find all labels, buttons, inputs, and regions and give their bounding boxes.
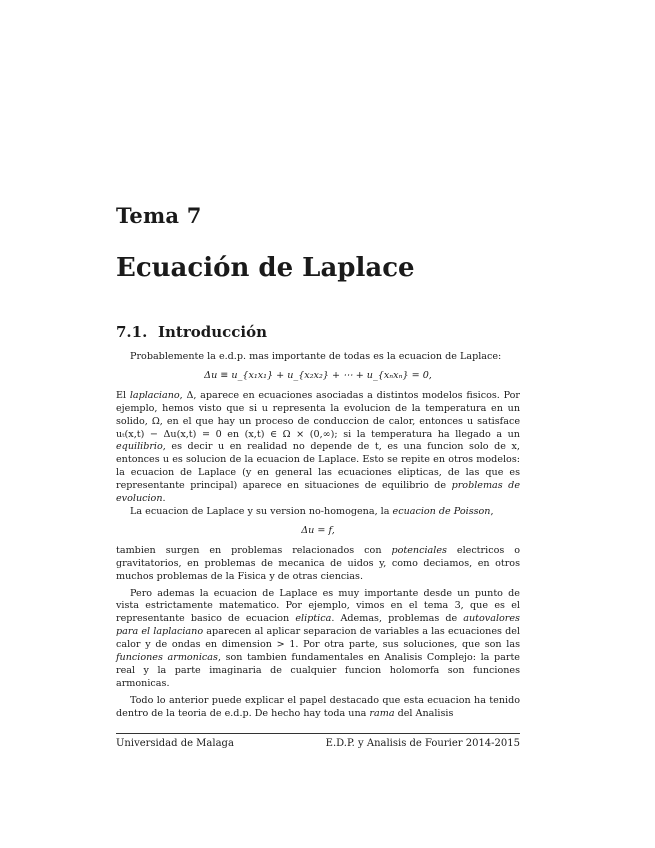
section-title: Introducción [158, 323, 268, 341]
chapter-label: Tema 7 [116, 203, 202, 228]
footer-divider [116, 733, 520, 734]
p4-em-potenciales: potenciales [391, 544, 447, 556]
section-heading [116, 323, 267, 341]
p3-text-b: , [490, 505, 494, 517]
p2-text-c: , es decir u en realidad no depende de t, es una funcion solo de x, entonces u es solucion de la ecuacion de Laplace. Esto se repite en otros modelos: la ecuacion de Laplace (y en general las ecuaciones elipticas, de las que es representante principal) aparece en situaciones de equilibrio de [116, 441, 520, 492]
p6-text-b: del Analisis [394, 707, 454, 719]
p2-em-problemas: problemas de evolucion [116, 480, 520, 505]
p2-em-laplaciano: laplaciano [129, 389, 180, 401]
p5-em-armonicas: funciones armonicas [116, 652, 218, 664]
section-number: 7.1. [116, 323, 148, 341]
p2-text-a: El [116, 389, 130, 401]
paragraph-3 [116, 506, 520, 519]
p5-text-c: aparecen al aplicar separacion de variables a las ecuaciones del calor y de ondas en dimension > 1. Por otra parte, sus soluciones, que son las [116, 626, 520, 651]
chapter-title: Ecuación de Laplace [116, 253, 415, 283]
p4-text-b: electricos o gravitatorios, en problemas de mecanica de uidos y, como deciamos, en otros muchos problemas de la Fisica y de otras ciencias. [116, 544, 520, 582]
body-text [116, 351, 520, 721]
p2-text-b: , Δ, aparece en ecuaciones asociadas a distintos modelos fisicos. Por ejemplo, hemos visto que si u representa la evolucion de la temperatura en un solido, Ω, en el que hay un proceso de conduccion de calor, entonces u satisface uₜ(x,t) − Δu(x,t) = 0 en (x,t) ∈ Ω × (0,∞); si la temperatura ha llegado a un [116, 389, 520, 440]
equation-laplace: Δu ≡ u_{x₁x₁} + u_{x₂x₂} + ⋯ + u_{xₙxₙ} = 0, [204, 369, 432, 381]
p5-text-b: . Ademas, problemas de [331, 613, 464, 625]
footer-institution: Universidad de Malaga [116, 738, 234, 749]
p2-em-equilibrio: equilibrio [116, 441, 163, 453]
paragraph-5 [116, 588, 520, 691]
paragraph-6 [116, 695, 520, 721]
p3-text-a: La ecuacion de Laplace y su version no-homogena, la [130, 505, 393, 517]
p5-em-autovalores: autovalores para el laplaciano [116, 613, 520, 638]
p4-text-a: tambien surgen en problemas relacionados con [116, 544, 392, 556]
p6-em-rama: rama [369, 707, 395, 719]
p5-text-d: , son tambien fundamentales en Analisis Complejo: la parte real y la parte imaginaria de cualquier funcion holomorfa son funciones armonicas. [116, 652, 520, 689]
paragraph-1: Probablemente la e.d.p. mas importante de todas es la ecuacion de Laplace: [130, 351, 502, 362]
p6-text-a: Todo lo anterior puede explicar el papel destacado que esta ecuacion ha tenido dentro de la teoria de e.d.p. De hecho hay toda una [116, 694, 520, 719]
p5-em-eliptica: eliptica [295, 613, 332, 625]
p3-em-poisson: ecuacion de Poisson [392, 505, 491, 517]
footer-course: E.D.P. y Analisis de Fourier 2014-2015 [325, 738, 520, 749]
p2-text-d: . [162, 493, 166, 505]
equation-poisson: Δu = f, [301, 524, 335, 536]
p5-text-a: Pero ademas la ecuacion de Laplace es muy importante desde un punto de vista estrictamente matematico. Por ejemplo, vimos en el tema 3, que es el representante basico de ecuacion [116, 587, 520, 625]
paragraph-4 [116, 545, 520, 584]
paragraph-2 [116, 390, 520, 506]
